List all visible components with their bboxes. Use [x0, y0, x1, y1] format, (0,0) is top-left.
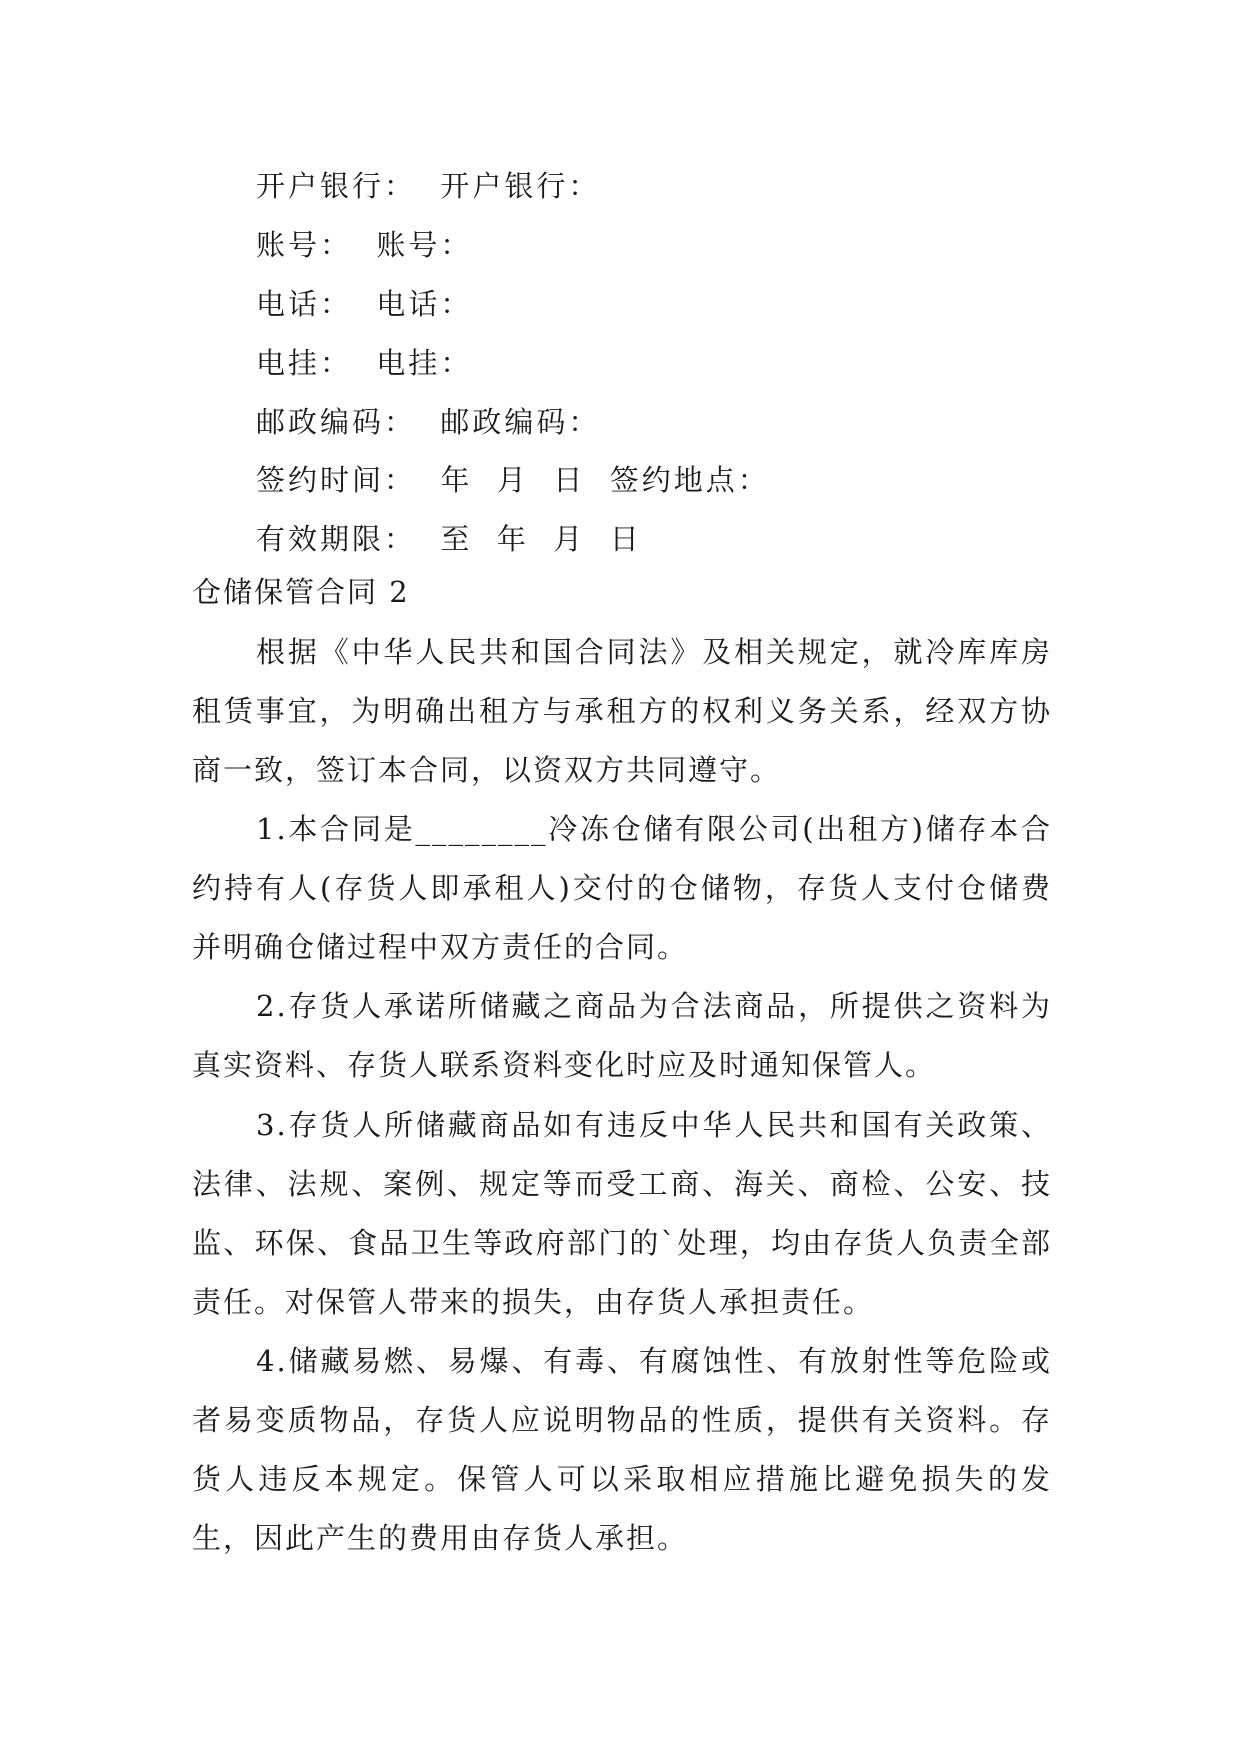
intro-paragraph: 根据《中华人民共和国合同法》及相关规定，就冷库库房租赁事宜，为明确出租方与承租方的权利义务关系，经双方协商一致，签订本合同，以资双方共同遵守。 — [192, 635, 1052, 787]
clause-3-paragraph: 3.存货人所储藏商品如有违反中华人民共和国有关政策、法律、法规、案例、规定等而受工商、海关、商检、公安、技监、环保、食品卫生等政府部门的`处理，均由存货人负责全部责任。对保管人带来的损失，由存货人承担责任。 — [192, 1108, 1052, 1319]
clause-2-paragraph: 2.存货人承诺所储藏之商品为合法商品，所提供之资料为真实资料、存货人联系资料变化时应及时通知保管人。 — [192, 989, 1052, 1082]
account-field-line: 账号： 账号： — [256, 228, 473, 262]
validity-field-line: 有效期限： 至 年 月 日 — [256, 522, 642, 556]
clause-4-paragraph: 4.储藏易燃、易爆、有毒、有腐蚀性、有放射性等危险或者易变质物品，存货人应说明物品的性质，提供有关资料。存货人违反本规定。保管人可以采取相应措施比避免损失的发生，因此产生的费用由存货人承担。 — [192, 1344, 1052, 1555]
phone-field-line: 电话： 电话： — [256, 287, 473, 321]
telegraph-field-line: 电挂： 电挂： — [256, 346, 473, 380]
bank-field-line: 开户银行： 开户银行： — [256, 169, 601, 203]
signing-date-field-line: 签约时间： 年 月 日 签约地点： — [256, 463, 770, 497]
clause-1-paragraph: 1.本合同是________冷冻仓储有限公司(出租方)储存本合约持有人(存货人即承租人)交付的仓储物，存货人支付仓储费并明确仓储过程中双方责任的合同。 — [192, 812, 1052, 964]
section-title: 仓储保管合同 2 — [192, 575, 410, 609]
postcode-field-line: 邮政编码： 邮政编码： — [256, 405, 601, 439]
